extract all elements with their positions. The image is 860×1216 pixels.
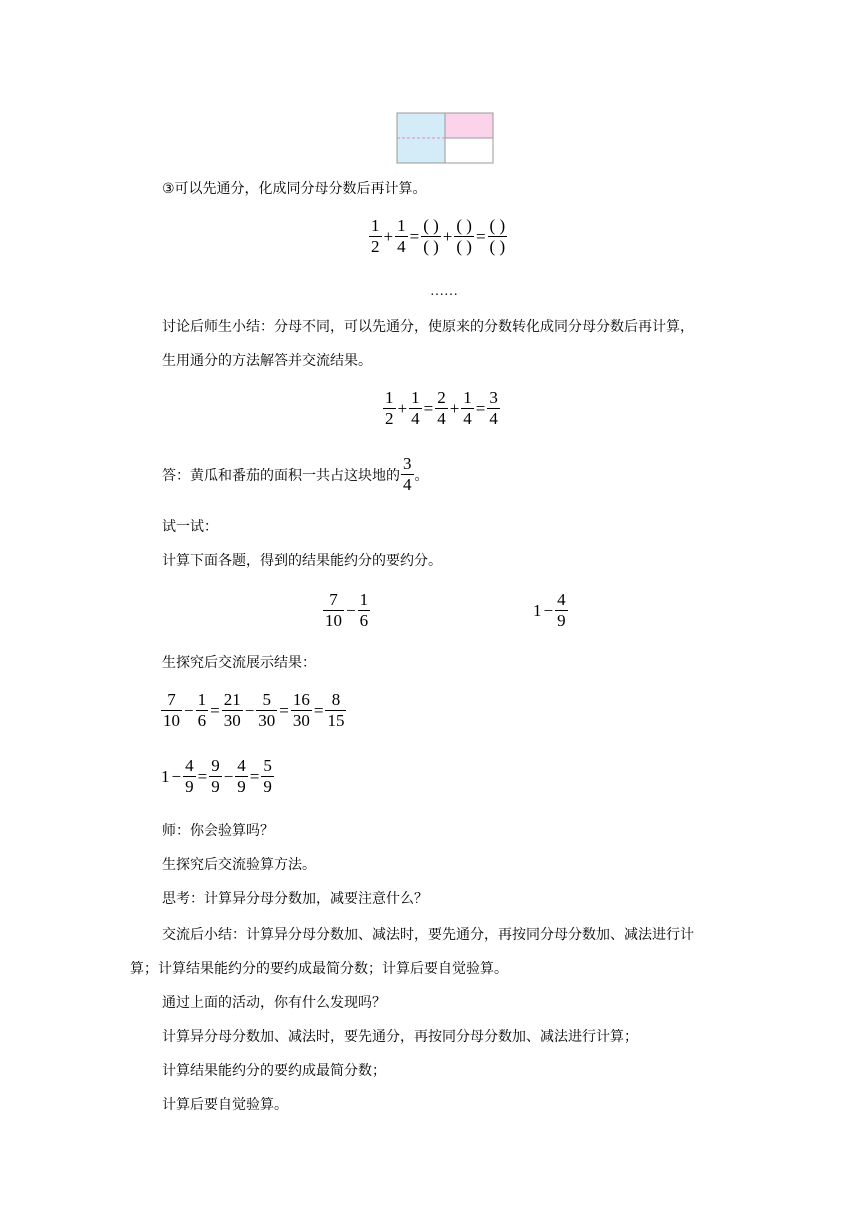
blank-fraction: $\frac{( )}{( )}$	[456, 216, 472, 256]
fraction: $\frac{9}{9}$	[211, 756, 220, 796]
fraction: $\frac{2}{4}$	[437, 388, 446, 428]
answer-period: 。	[414, 467, 429, 484]
fraction: $\frac{1}{4}$	[397, 216, 406, 256]
operator: −	[171, 766, 182, 786]
fraction: $\frac{4}{9}$	[237, 756, 246, 796]
paragraph-instructions: 计算下面各题，得到的结果能约分的要约分。	[162, 553, 442, 569]
fraction: $\frac{1}{4}$	[463, 388, 472, 428]
blank-fraction: $\frac{( )}{( )}$	[423, 216, 439, 256]
operator: −	[244, 700, 255, 720]
equation-solution	[382, 388, 501, 429]
operator: +	[449, 398, 460, 418]
result-2	[160, 756, 275, 797]
answer-text: 答：黄瓜和番茄的面积一共占这块地的	[162, 467, 400, 484]
fraction: $\frac{4}{9}$	[557, 590, 566, 630]
paragraph-discovery-question: 通过上面的活动，你有什么发现吗？	[162, 995, 386, 1011]
paragraph-rule-1: 计算异分母分数加、减法时，要先通分，再按同分母分数加、减法进行计算；	[162, 1029, 638, 1045]
fraction: $\frac{1}{6}$	[197, 690, 207, 730]
equation-blanks	[368, 216, 508, 257]
operator: =	[313, 700, 324, 720]
operator: =	[197, 766, 208, 786]
whole-number: 1	[161, 766, 170, 786]
fraction: $\frac{8}{15}$	[327, 690, 345, 730]
answer-line	[162, 454, 429, 495]
fraction: $\frac{21}{30}$	[223, 690, 241, 730]
problem-1	[322, 590, 371, 631]
operator: =	[249, 766, 260, 786]
result-1	[160, 690, 347, 731]
fraction: $\frac{16}{30}$	[292, 690, 310, 730]
fraction: $\frac{1}{2}$	[371, 216, 380, 256]
figure-pink-quarter	[445, 113, 493, 138]
operator: +	[397, 398, 408, 418]
fraction: $\frac{5}{30}$	[258, 690, 276, 730]
operator: −	[346, 600, 356, 620]
fraction: $\frac{1}{4}$	[411, 388, 420, 428]
paragraph-rule-2: 计算结果能约分的要约成最简分数；	[162, 1063, 386, 1079]
operator: −	[184, 700, 194, 720]
operator: −	[223, 766, 234, 786]
operator: +	[383, 226, 394, 246]
fraction: $\frac{1}{2}$	[385, 388, 394, 428]
operator: =	[423, 398, 434, 418]
paragraph-common-denominator: ③可以先通分，化成同分母分数后再计算。	[162, 181, 427, 197]
paragraph-rule-3: 计算后要自觉验算。	[162, 1097, 288, 1113]
paragraph-summary: 讨论后师生小结：分母不同，可以先通分，使原来的分数转化成同分母分数后再计算，	[162, 319, 694, 335]
paragraph-teacher-question: 师：你会验算吗？	[162, 823, 274, 839]
fraction: $\frac{3}{4}$	[489, 388, 498, 428]
fraction: $\frac{7}{10}$	[325, 590, 342, 630]
paragraph-exchange-summary-2: 算；计算结果能约分的要约成最简分数；计算后要自觉验算。	[130, 961, 508, 977]
operator: =	[279, 700, 289, 720]
operator: =	[409, 226, 420, 246]
fraction: $\frac{5}{9}$	[263, 756, 272, 796]
paragraph-verification-method: 生探究后交流验算方法。	[162, 857, 316, 873]
operator: =	[475, 398, 486, 418]
heading-try-it: 试一试：	[162, 519, 218, 535]
fraction: $\frac{4}{9}$	[185, 756, 194, 796]
operator: +	[442, 226, 453, 246]
fraction: $\frac{7}{10}$	[163, 690, 180, 730]
problem-2	[532, 590, 569, 631]
figure-white-quarter	[445, 138, 493, 163]
answer-fraction: $\frac{3}{4}$	[403, 454, 412, 494]
paragraph-student-method: 生用通分的方法解答并交流结果。	[162, 353, 372, 369]
area-figure	[396, 112, 494, 164]
paragraph-think: 思考：计算异分母分数加，减要注意什么？	[162, 891, 428, 907]
blank-fraction: $\frac{( )}{( )}$	[489, 216, 506, 256]
whole-number: 1	[533, 600, 542, 620]
fraction: $\frac{1}{6}$	[359, 590, 369, 630]
operator: =	[475, 226, 486, 246]
paragraph-show-results: 生探究后交流展示结果：	[162, 655, 316, 671]
paragraph-exchange-summary-1: 交流后小结：计算异分母分数加、减法时，要先通分，再按同分母分数加、减法进行计	[162, 927, 694, 943]
operator: −	[543, 600, 554, 620]
ellipsis: ……	[430, 284, 458, 299]
operator: =	[210, 700, 220, 720]
